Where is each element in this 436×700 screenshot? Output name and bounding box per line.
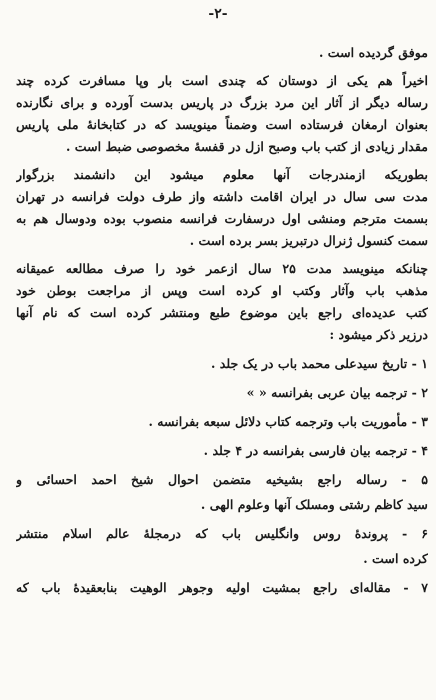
text-line: اخیراً هم یکی از دوستان که چندی است بار وپا مسافرت کرده چند	[16, 73, 428, 88]
list-item: ۷ - مقاله‌ای راجع بمشیت اولیه وجوهر الوهیت بنابعقیدهٔ باب که	[16, 580, 428, 595]
list-item: ۵ - رساله راجع بشیخیه متضمن احوال شیخ احمد احسائی و	[16, 472, 428, 487]
page-number: -۲-	[208, 6, 228, 22]
list-item: ۴ - ترجمه بیان فارسی بفرانسه در ۴ جلد .	[203, 443, 428, 458]
list-item: ۳ - مأموریت باب وترجمه کتاب دلائل سبعه بفرانسه .	[148, 414, 428, 429]
list-item: ۲ - ترجمه بیان عربی بفرانسه « »	[246, 385, 428, 400]
text-line: مقدار زیادی از کتب باب وصبح ازل در قفسهٔ مخصوصی ضبط است .	[66, 139, 428, 154]
text-line: بعنوان ارمغان فرستاده است وضمناً مینویسد که در کتابخانهٔ ملی پاریس	[16, 117, 428, 132]
text-line: چنانکه مینویسد مدت ۲۵ سال ازعمر خود را صرف مطالعه عمیقانه	[16, 261, 428, 276]
text-line: درزیر ذکر میشود :	[329, 327, 428, 342]
list-item-continuation: کرده است .	[363, 551, 428, 566]
list-item: ۱ - تاریخ سیدعلی محمد باب در یک جلد .	[210, 356, 428, 371]
list-item-continuation: سید کاظم رشتی ومسلک آنها وعلوم الهی .	[200, 497, 428, 512]
text-line: موفق گردیده است .	[319, 45, 428, 60]
text-line: بطوریکه ازمندرجات آنها معلوم میشود این دانشمند بزرگوار	[16, 167, 428, 182]
text-line: کتب عدیده‌ای راجع باین موضوع طبع ومنتشر کرده است که نام آنها	[16, 305, 428, 320]
text-line: مذهب باب وآثار وکتب او کرده است وپس از مراجعت بوطن خود	[16, 283, 428, 298]
text-line: مدت سی سال در ایران اقامت داشته واز طرف دولت فرانسه در تهران	[16, 189, 428, 204]
text-line: رساله دیگر از آثار این مرد بزرگ در پاریس بدست آورده و برای نگارنده	[16, 95, 428, 110]
text-line: بسمت مترجم ومنشی اول درسفارت فرانسه منصوب بوده ودوسال هم به	[16, 211, 428, 226]
page-body	[16, 42, 428, 599]
list-item: ۶ - پروندهٔ روس وانگلیس باب که درمجلهٔ عالم اسلام منتشر	[16, 526, 428, 541]
text-line: سمت کنسول ژنرال درتبریز بسر برده است .	[189, 233, 428, 248]
